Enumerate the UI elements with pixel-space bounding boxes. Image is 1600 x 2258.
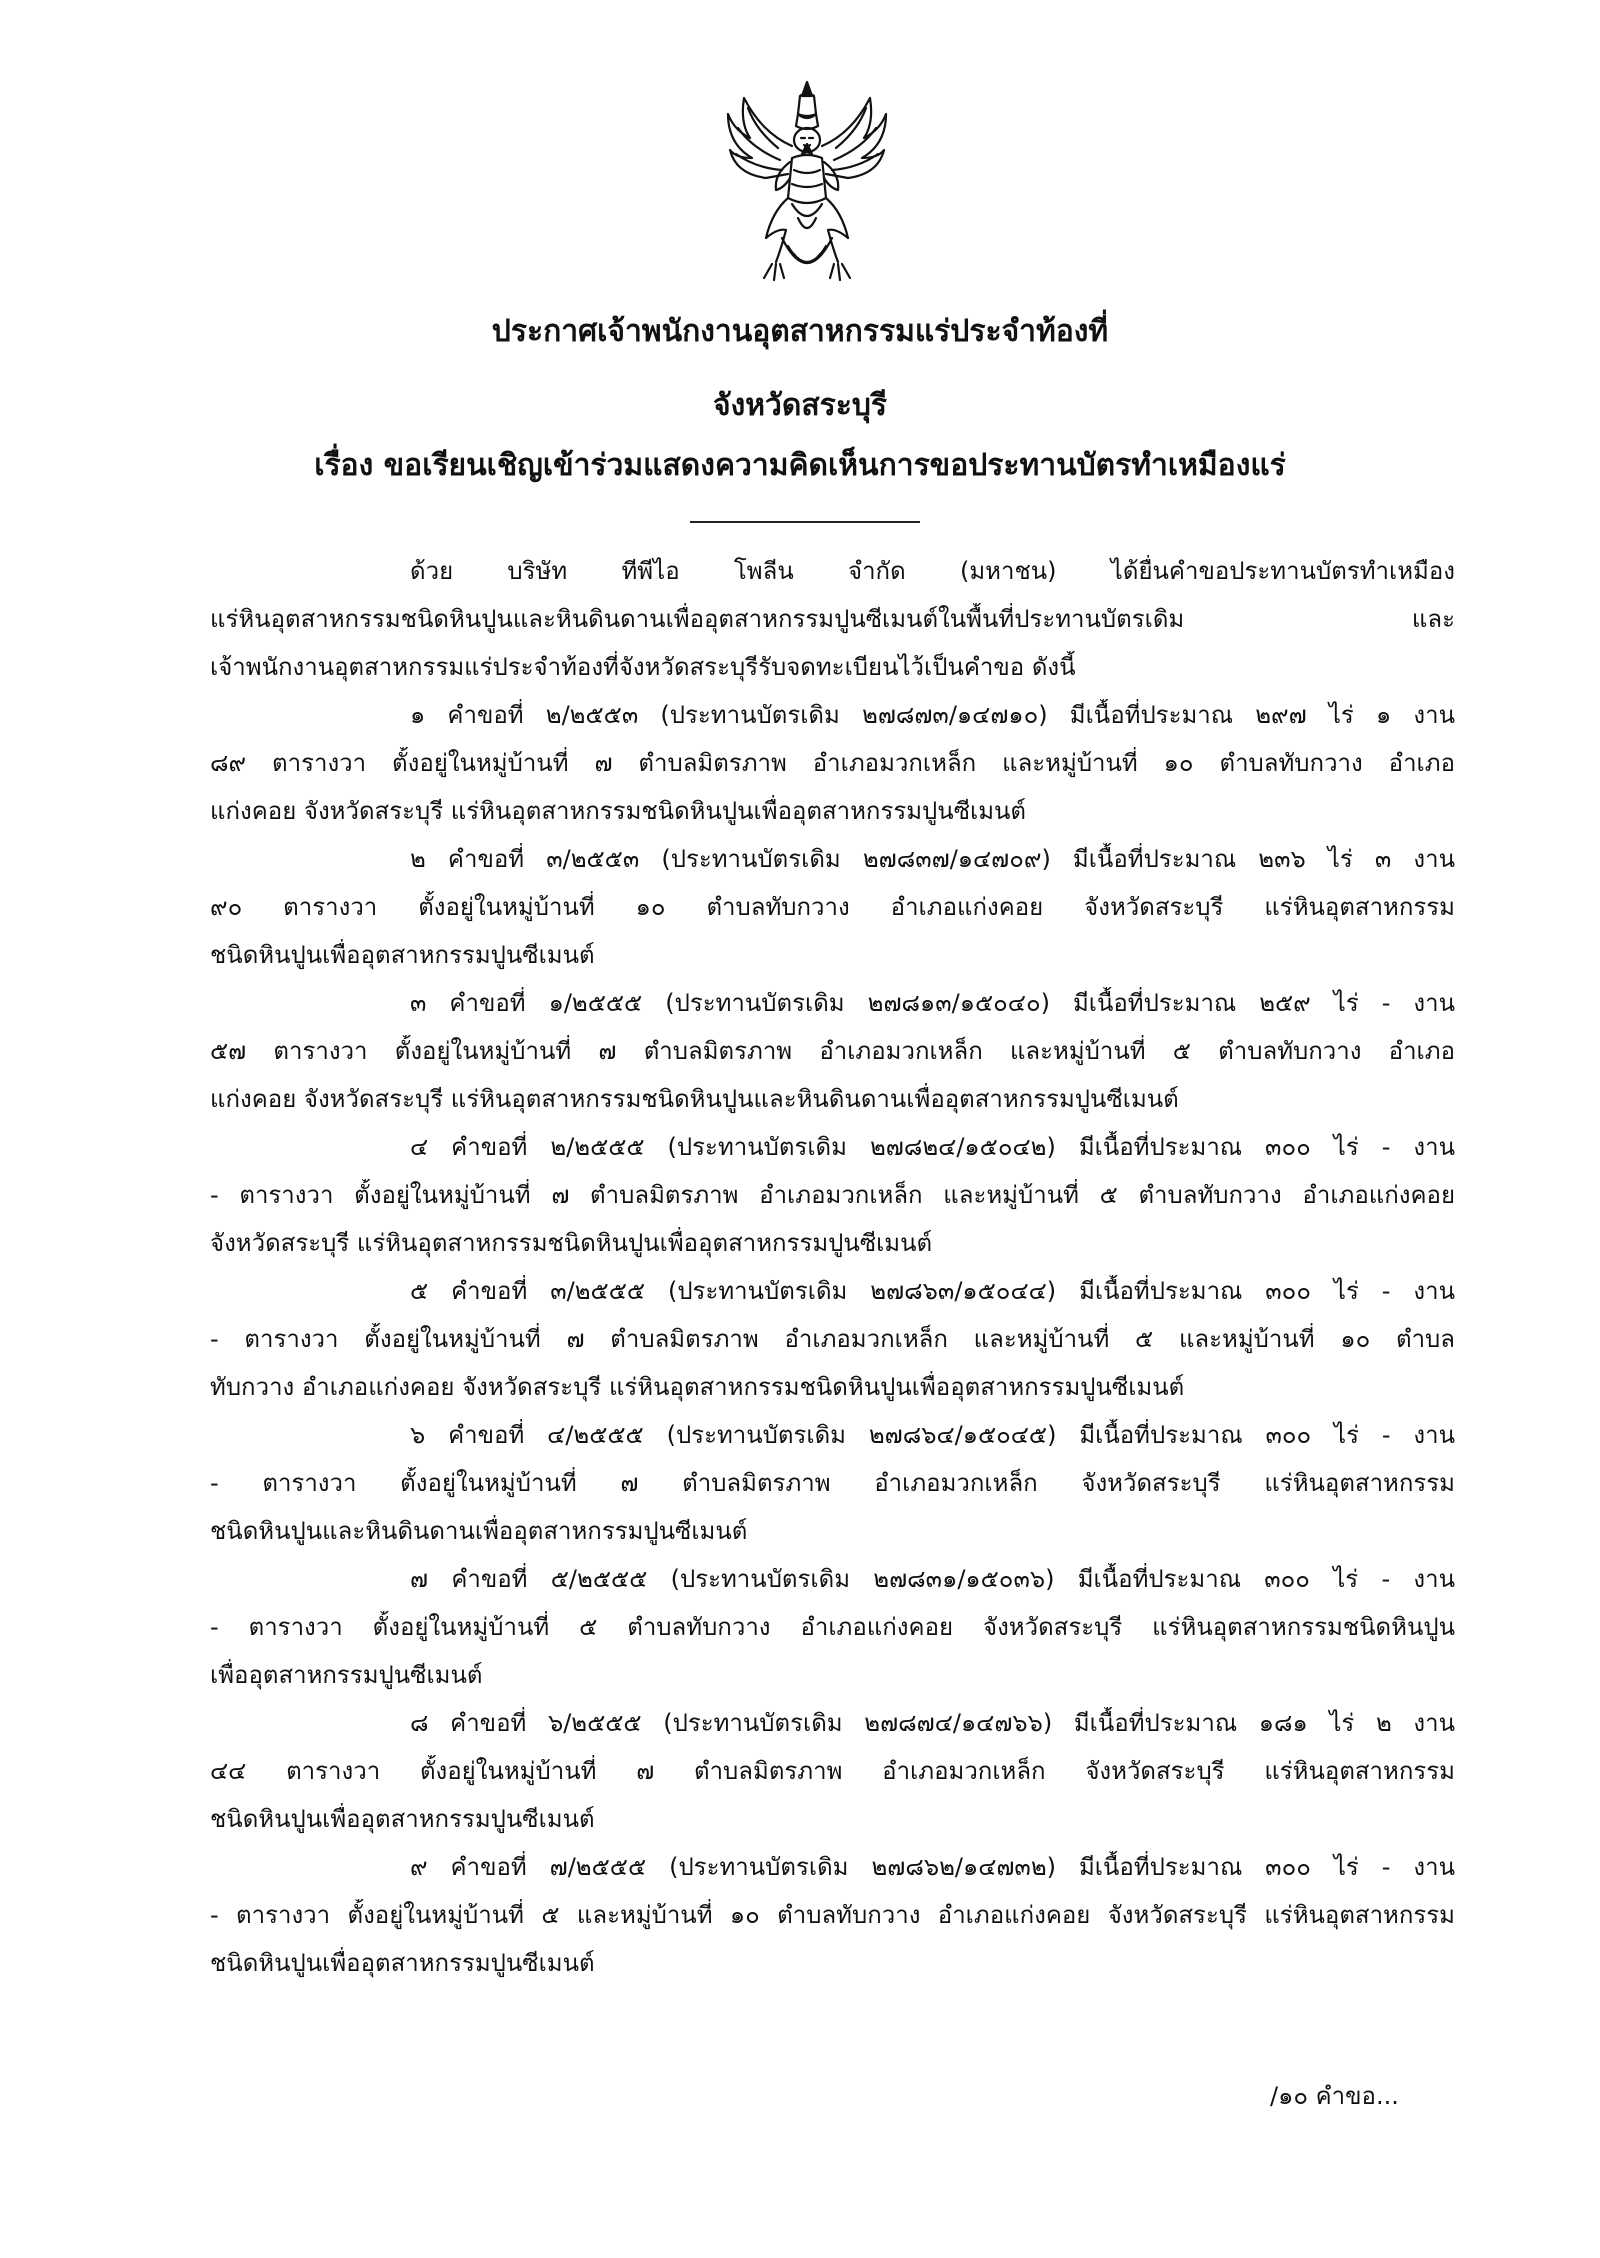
body-line: ชนิดหินปูนเพื่ออุตสาหกรรมปูนซีเมนต์ xyxy=(210,1949,595,1977)
body-line: ๘๙ ตารางวา ตั้งอยู่ในหมู่บ้านที่ ๗ ตำบลมิตรภาพ อำเภอมวกเหล็ก และหมู่บ้านที่ ๑๐ ตำบลทับกวาง อำเภอ xyxy=(210,749,1455,777)
body-line: จังหวัดสระบุรี แร่หินอุตสาหกรรมชนิดหินปูนเพื่ออุตสาหกรรมปูนซีเมนต์ xyxy=(210,1229,933,1257)
body-line: ๕ คำขอที่ ๓/๒๕๕๕ (ประทานบัตรเดิม ๒๗๘๖๓/๑๕๐๔๔) มีเนื้อที่ประมาณ ๓๐๐ ไร่ - งาน xyxy=(410,1277,1455,1305)
continuation-note: /๑๐ คำขอ... xyxy=(1270,2082,1399,2110)
body-line: แก่งคอย จังหวัดสระบุรี แร่หินอุตสาหกรรมชนิดหินปูนและหินดินดานเพื่ออุตสาหกรรมปูนซีเมนต์ xyxy=(210,1085,1179,1113)
body-line: ๓ คำขอที่ ๑/๒๕๕๕ (ประทานบัตรเดิม ๒๗๘๑๓/๑๕๐๔๐) มีเนื้อที่ประมาณ ๒๕๙ ไร่ - งาน xyxy=(410,989,1455,1017)
body-line: ๕๗ ตารางวา ตั้งอยู่ในหมู่บ้านที่ ๗ ตำบลมิตรภาพ อำเภอมวกเหล็ก และหมู่บ้านที่ ๕ ตำบลทับกวาง อำเภอ xyxy=(210,1037,1455,1065)
subject-title: เรื่อง ขอเรียนเชิญเข้าร่วมแสดงความคิดเห็นการขอประทานบัตรทำเหมืองแร่ xyxy=(314,448,1286,483)
body-line: - ตารางวา ตั้งอยู่ในหมู่บ้านที่ ๗ ตำบลมิตรภาพ อำเภอมวกเหล็ก และหมู่บ้านที่ ๕ และหมู่บ้านที่ ๑๐ ตำบล xyxy=(210,1325,1455,1353)
body-line: - ตารางวา ตั้งอยู่ในหมู่บ้านที่ ๗ ตำบลมิตรภาพ อำเภอมวกเหล็ก จังหวัดสระบุรี แร่หินอุตสาหกรรม xyxy=(210,1469,1455,1497)
body-line: ๔๔ ตารางวา ตั้งอยู่ในหมู่บ้านที่ ๗ ตำบลมิตรภาพ อำเภอมวกเหล็ก จังหวัดสระบุรี แร่หินอุตสาหกรรม xyxy=(210,1757,1455,1785)
body-line: ชนิดหินปูนและหินดินดานเพื่ออุตสาหกรรมปูนซีเมนต์ xyxy=(210,1517,748,1545)
body-line: ๖ คำขอที่ ๔/๒๕๕๕ (ประทานบัตรเดิม ๒๗๘๖๔/๑๕๐๔๕) มีเนื้อที่ประมาณ ๓๐๐ ไร่ - งาน xyxy=(410,1421,1455,1449)
province-title: จังหวัดสระบุรี xyxy=(712,388,888,423)
title-divider xyxy=(690,521,920,523)
body-line: ๘ คำขอที่ ๖/๒๕๕๕ (ประทานบัตรเดิม ๒๗๘๗๔/๑๔๗๖๖) มีเนื้อที่ประมาณ ๑๘๑ ไร่ ๒ งาน xyxy=(410,1709,1455,1737)
body-line: ชนิดหินปูนเพื่ออุตสาหกรรมปูนซีเมนต์ xyxy=(210,1805,595,1833)
body-line: ด้วย บริษัท ทีพีไอ โพลีน จำกัด (มหาชน) ได้ยื่นคำขอประทานบัตรทำเหมือง xyxy=(410,557,1455,585)
body-line: ๗ คำขอที่ ๕/๒๕๕๕ (ประทานบัตรเดิม ๒๗๘๓๑/๑๕๐๓๖) มีเนื้อที่ประมาณ ๓๐๐ ไร่ - งาน xyxy=(410,1565,1455,1593)
body-line: - ตารางวา ตั้งอยู่ในหมู่บ้านที่ ๗ ตำบลมิตรภาพ อำเภอมวกเหล็ก และหมู่บ้านที่ ๕ ตำบลทับกวาง อำเภอแก่งคอย xyxy=(210,1181,1455,1209)
body-line: แร่หินอุตสาหกรรมชนิดหินปูนและหินดินดานเพื่ออุตสาหกรรมปูนซีเมนต์ในพื้นที่ประทานบัตรเดิม และ xyxy=(210,605,1455,633)
body-line: ๙๐ ตารางวา ตั้งอยู่ในหมู่บ้านที่ ๑๐ ตำบลทับกวาง อำเภอแก่งคอย จังหวัดสระบุรี แร่หินอุตสาหกรรม xyxy=(210,893,1455,921)
body-line: ทับกวาง อำเภอแก่งคอย จังหวัดสระบุรี แร่หินอุตสาหกรรมชนิดหินปูนเพื่ออุตสาหกรรมปูนซีเมนต์ xyxy=(210,1373,1185,1401)
body-line: เจ้าพนักงานอุตสาหกรรมแร่ประจำท้องที่จังหวัดสระบุรีรับจดทะเบียนไว้เป็นคำขอ ดังนี้ xyxy=(210,653,1076,681)
body-line: ชนิดหินปูนเพื่ออุตสาหกรรมปูนซีเมนต์ xyxy=(210,941,595,969)
body-line: ๑ คำขอที่ ๒/๒๕๕๓ (ประทานบัตรเดิม ๒๗๘๗๓/๑๔๗๑๐) มีเนื้อที่ประมาณ ๒๙๗ ไร่ ๑ งาน xyxy=(410,701,1455,729)
body-line: เพื่ออุตสาหกรรมปูนซีเมนต์ xyxy=(210,1661,483,1689)
announcement-title: ประกาศเจ้าพนักงานอุตสาหกรรมแร่ประจำท้องที่ xyxy=(491,314,1109,349)
body-line: ๔ คำขอที่ ๒/๒๕๕๕ (ประทานบัตรเดิม ๒๗๘๒๔/๑๕๐๔๒) มีเนื้อที่ประมาณ ๓๐๐ ไร่ - งาน xyxy=(410,1133,1455,1161)
body-line: - ตารางวา ตั้งอยู่ในหมู่บ้านที่ ๕ ตำบลทับกวาง อำเภอแก่งคอย จังหวัดสระบุรี แร่หินอุตสาหกรรมชนิดหินปูน xyxy=(210,1613,1455,1641)
garuda-emblem-icon xyxy=(722,78,892,293)
body-line: ๙ คำขอที่ ๗/๒๕๕๕ (ประทานบัตรเดิม ๒๗๘๖๒/๑๔๗๓๒) มีเนื้อที่ประมาณ ๓๐๐ ไร่ - งาน xyxy=(410,1853,1455,1881)
body-line: ๒ คำขอที่ ๓/๒๕๕๓ (ประทานบัตรเดิม ๒๗๘๓๗/๑๔๗๐๙) มีเนื้อที่ประมาณ ๒๓๖ ไร่ ๓ งาน xyxy=(410,845,1455,873)
body-line: แก่งคอย จังหวัดสระบุรี แร่หินอุตสาหกรรมชนิดหินปูนเพื่ออุตสาหกรรมปูนซีเมนต์ xyxy=(210,797,1026,825)
body-line: - ตารางวา ตั้งอยู่ในหมู่บ้านที่ ๕ และหมู่บ้านที่ ๑๐ ตำบลทับกวาง อำเภอแก่งคอย จังหวัดสระบุรี แร่หินอุตสาหกรรม xyxy=(210,1901,1455,1929)
